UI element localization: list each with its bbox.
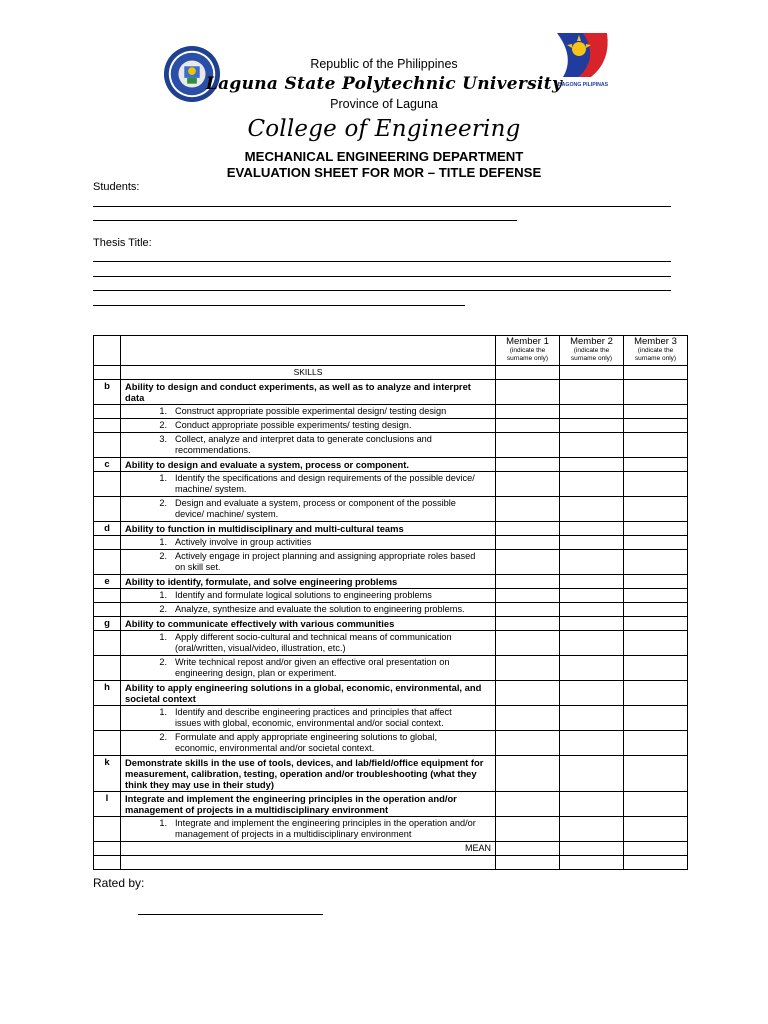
criterion-score-member-2[interactable] [560, 536, 624, 550]
department-name: MECHANICAL ENGINEERING DEPARTMENT [244, 149, 524, 164]
skill-letter: b [94, 380, 121, 405]
criterion-score-member-1[interactable] [496, 497, 560, 522]
skill-score-member-3[interactable] [624, 380, 688, 405]
skill-title: Ability to communicate effectively with various communities [121, 617, 496, 631]
skill-title: Ability to design and conduct experiments, as well as to analyze and interpret data [121, 380, 496, 405]
criterion-text: Apply different socio-cultural and technical means of communication (oral/written, visual/video, illustration, etc.) [175, 632, 452, 653]
criterion-number: 2. [159, 551, 167, 561]
criterion-text: Identify and formulate logical solutions to engineering problems [175, 590, 432, 600]
member-2-note: (indicate the surname only) [570, 347, 613, 362]
skill-score-member-1[interactable] [496, 617, 560, 631]
criterion-score-member-1[interactable] [496, 419, 560, 433]
criterion-letter-blank [94, 631, 121, 656]
criterion-score-member-3[interactable] [624, 706, 688, 731]
skill-row [94, 681, 688, 706]
empty-cell [121, 856, 496, 870]
criterion-row [94, 631, 688, 656]
member-3-name: Member 3 [634, 336, 677, 347]
criterion-number: 2. [159, 420, 167, 430]
skill-score-member-1[interactable] [496, 756, 560, 792]
criterion-score-member-1[interactable] [496, 405, 560, 419]
member-1-note: (indicate the surname only) [506, 347, 549, 362]
criterion-score-member-1[interactable] [496, 603, 560, 617]
criterion-text: Conduct appropriate possible experiments/ testing design. [175, 420, 412, 430]
thesis-title-label: Thesis Title: [93, 237, 152, 249]
skill-score-member-3[interactable] [624, 575, 688, 589]
skills-header: SKILLS [121, 366, 496, 380]
criterion-letter-blank [94, 706, 121, 731]
mean-letter-blank [94, 842, 121, 856]
criterion-number: 1. [159, 590, 167, 600]
criterion-cell [121, 419, 496, 433]
skill-score-member-1[interactable] [496, 792, 560, 817]
skill-letter: k [94, 756, 121, 792]
criterion-number: 1. [159, 632, 167, 642]
empty-row [94, 856, 688, 870]
criterion-row [94, 706, 688, 731]
skill-title: Ability to function in multidisciplinary and multi-cultural teams [121, 522, 496, 536]
criterion-text: Identify and describe engineering practices and principles that affect issues with global, economic, environmental and/or social context. [175, 707, 452, 728]
skill-title: Demonstrate skills in the use of tools, devices, and lab/field/office equipment for measurement, calibration, testing, operation and/or troubleshooting (what they think they may use in their study) [121, 756, 496, 792]
skill-score-member-3[interactable] [624, 792, 688, 817]
criterion-score-member-1[interactable] [496, 656, 560, 681]
skills-header-cell [560, 366, 624, 380]
skill-score-member-1[interactable] [496, 681, 560, 706]
skill-score-member-3[interactable] [624, 458, 688, 472]
header-blank-letter [94, 336, 121, 366]
column-header-member-2 [560, 336, 624, 366]
criterion-text: Construct appropriate possible experimental design/ testing design [175, 406, 447, 416]
criterion-score-member-3[interactable] [624, 433, 688, 458]
criterion-score-member-1[interactable] [496, 550, 560, 575]
skill-score-member-2[interactable] [560, 792, 624, 817]
mean-row [94, 842, 688, 856]
criterion-number: 1. [159, 537, 167, 547]
skill-letter: g [94, 617, 121, 631]
empty-cell [94, 856, 121, 870]
criterion-score-member-2[interactable] [560, 603, 624, 617]
skill-score-member-3[interactable] [624, 617, 688, 631]
criterion-score-member-2[interactable] [560, 419, 624, 433]
criterion-row [94, 731, 688, 756]
skill-score-member-2[interactable] [560, 756, 624, 792]
criterion-number: 1. [159, 818, 167, 828]
skill-row [94, 792, 688, 817]
empty-score-cell[interactable] [624, 856, 688, 870]
criterion-number: 2. [159, 732, 167, 742]
criterion-cell [121, 603, 496, 617]
criterion-number: 3. [159, 434, 167, 444]
criterion-text: Collect, analyze and interpret data to generate conclusions and recommendations. [175, 434, 432, 455]
criterion-score-member-2[interactable] [560, 631, 624, 656]
criterion-number: 2. [159, 604, 167, 614]
skill-score-member-3[interactable] [624, 756, 688, 792]
criterion-score-member-1[interactable] [496, 731, 560, 756]
criterion-text: Identify the specifications and design requirements of the possible device/ machine/ system. [175, 473, 475, 494]
skill-score-member-1[interactable] [496, 575, 560, 589]
skill-letter: l [94, 792, 121, 817]
criterion-score-member-1[interactable] [496, 631, 560, 656]
criterion-cell [121, 817, 496, 842]
skill-score-member-3[interactable] [624, 681, 688, 706]
criterion-row [94, 656, 688, 681]
skill-letter: d [94, 522, 121, 536]
criterion-text: Integrate and implement the engineering principles in the operation and/or management of projects in a multidisciplinary environment [175, 818, 476, 839]
criterion-score-member-3[interactable] [624, 817, 688, 842]
skill-title: Ability to apply engineering solutions in a global, economic, environmental, and societal context [121, 681, 496, 706]
criterion-score-member-1[interactable] [496, 589, 560, 603]
criterion-letter-blank [94, 550, 121, 575]
thesis-line-2[interactable] [93, 276, 671, 277]
criterion-row [94, 536, 688, 550]
criterion-score-member-2[interactable] [560, 731, 624, 756]
criterion-number: 1. [159, 707, 167, 717]
criterion-text: Write technical repost and/or given an effective oral presentation on engineering design, plan or experiment. [175, 657, 450, 678]
criterion-letter-blank [94, 589, 121, 603]
criterion-letter-blank [94, 536, 121, 550]
criterion-letter-blank [94, 497, 121, 522]
criterion-score-member-1[interactable] [496, 536, 560, 550]
criterion-number: 2. [159, 498, 167, 508]
criterion-letter-blank [94, 472, 121, 497]
skill-title: Integrate and implement the engineering principles in the operation and/or management of projects in a multidisciplinary environment [121, 792, 496, 817]
skill-row [94, 617, 688, 631]
college-name: College of Engineering [247, 116, 521, 142]
thesis-line-4[interactable] [93, 305, 465, 306]
member-3-note: (indicate the surname only) [634, 347, 677, 362]
criterion-number: 1. [159, 406, 167, 416]
criterion-score-member-3[interactable] [624, 589, 688, 603]
criterion-score-member-2[interactable] [560, 472, 624, 497]
column-header-member-1 [496, 336, 560, 366]
skill-letter: e [94, 575, 121, 589]
criterion-score-member-3[interactable] [624, 405, 688, 419]
criterion-cell [121, 405, 496, 419]
criterion-row [94, 405, 688, 419]
criterion-score-member-3[interactable] [624, 419, 688, 433]
skill-letter: h [94, 681, 121, 706]
sheet-title: EVALUATION SHEET FOR MOR – TITLE DEFENSE [226, 165, 542, 180]
criterion-score-member-2[interactable] [560, 817, 624, 842]
skill-score-member-3[interactable] [624, 522, 688, 536]
skills-header-cell [624, 366, 688, 380]
criterion-score-member-2[interactable] [560, 706, 624, 731]
skill-score-member-2[interactable] [560, 458, 624, 472]
criterion-score-member-2[interactable] [560, 589, 624, 603]
mean-label: MEAN [121, 842, 496, 856]
students-line-2[interactable] [93, 220, 517, 221]
province-line: Province of Laguna [330, 97, 438, 111]
criterion-score-member-2[interactable] [560, 433, 624, 458]
mean-score-member-3[interactable] [624, 842, 688, 856]
mean-score-member-2[interactable] [560, 842, 624, 856]
criterion-text: Actively involve in group activities [175, 537, 312, 547]
skill-row [94, 522, 688, 536]
criterion-score-member-1[interactable] [496, 433, 560, 458]
skill-letter: c [94, 458, 121, 472]
criterion-cell [121, 589, 496, 603]
skill-title: Ability to design and evaluate a system, process or component. [121, 458, 496, 472]
criterion-row [94, 817, 688, 842]
criterion-score-member-3[interactable] [624, 603, 688, 617]
criterion-row [94, 433, 688, 458]
criterion-cell [121, 536, 496, 550]
criterion-row [94, 419, 688, 433]
republic-line: Republic of the Philippines [310, 57, 458, 71]
criterion-score-member-3[interactable] [624, 731, 688, 756]
criterion-letter-blank [94, 603, 121, 617]
criterion-row [94, 603, 688, 617]
criterion-cell [121, 433, 496, 458]
criterion-row [94, 472, 688, 497]
criterion-score-member-2[interactable] [560, 497, 624, 522]
criterion-cell [121, 731, 496, 756]
university-name: Laguna State Polytechnic University [205, 74, 563, 94]
students-label: Students: [93, 181, 140, 193]
criterion-text: Formulate and apply appropriate engineering solutions to global, economic, environmental and/or societal context. [175, 732, 438, 753]
criterion-score-member-3[interactable] [624, 472, 688, 497]
thesis-line-1[interactable] [93, 261, 671, 262]
criterion-row [94, 550, 688, 575]
skill-row [94, 575, 688, 589]
member-2-name: Member 2 [570, 336, 613, 347]
skill-score-member-2[interactable] [560, 681, 624, 706]
criterion-score-member-1[interactable] [496, 472, 560, 497]
criterion-number: 2. [159, 657, 167, 667]
criterion-row [94, 589, 688, 603]
criterion-letter-blank [94, 419, 121, 433]
criterion-text: Analyze, synthesize and evaluate the solution to engineering problems. [175, 604, 465, 614]
criterion-score-member-3[interactable] [624, 536, 688, 550]
skills-header-blank [94, 366, 121, 380]
skill-score-member-2[interactable] [560, 617, 624, 631]
empty-score-cell[interactable] [496, 856, 560, 870]
skill-row [94, 458, 688, 472]
empty-score-cell[interactable] [560, 856, 624, 870]
criterion-score-member-2[interactable] [560, 405, 624, 419]
evaluation-table [93, 335, 688, 870]
criterion-score-member-3[interactable] [624, 497, 688, 522]
criterion-letter-blank [94, 817, 121, 842]
criterion-cell [121, 706, 496, 731]
criterion-score-member-2[interactable] [560, 656, 624, 681]
skill-title: Ability to identify, formulate, and solve engineering problems [121, 575, 496, 589]
skill-row [94, 380, 688, 405]
mean-score-member-1[interactable] [496, 842, 560, 856]
skill-row [94, 756, 688, 792]
signature-line[interactable] [138, 914, 323, 915]
criterion-score-member-1[interactable] [496, 706, 560, 731]
criterion-cell [121, 631, 496, 656]
skill-score-member-2[interactable] [560, 380, 624, 405]
skill-score-member-1[interactable] [496, 380, 560, 405]
column-header-member-3 [624, 336, 688, 366]
thesis-line-3[interactable] [93, 290, 671, 291]
criterion-score-member-2[interactable] [560, 550, 624, 575]
criterion-letter-blank [94, 656, 121, 681]
criterion-number: 1. [159, 473, 167, 483]
skill-score-member-2[interactable] [560, 522, 624, 536]
criterion-letter-blank [94, 731, 121, 756]
skills-header-cell [496, 366, 560, 380]
member-1-name: Member 1 [506, 336, 549, 347]
skill-score-member-2[interactable] [560, 575, 624, 589]
criterion-score-member-3[interactable] [624, 631, 688, 656]
criterion-row [94, 497, 688, 522]
criterion-cell [121, 497, 496, 522]
rated-by-label: Rated by: [93, 876, 145, 890]
criterion-score-member-1[interactable] [496, 817, 560, 842]
criterion-score-member-3[interactable] [624, 550, 688, 575]
criterion-cell [121, 550, 496, 575]
criterion-text: Design and evaluate a system, process or component of the possible device/ machine/ system. [175, 498, 456, 519]
criterion-cell [121, 472, 496, 497]
skill-score-member-1[interactable] [496, 522, 560, 536]
criterion-score-member-3[interactable] [624, 656, 688, 681]
header-blank-skill [121, 336, 496, 366]
logo-caption: BAGONG PILIPINAS [557, 82, 609, 88]
criterion-text: Actively engage in project planning and assigning appropriate roles based on skill set. [175, 551, 476, 572]
criterion-letter-blank [94, 405, 121, 419]
criterion-cell [121, 656, 496, 681]
criterion-letter-blank [94, 433, 121, 458]
skill-score-member-1[interactable] [496, 458, 560, 472]
students-line-1[interactable] [93, 206, 671, 207]
